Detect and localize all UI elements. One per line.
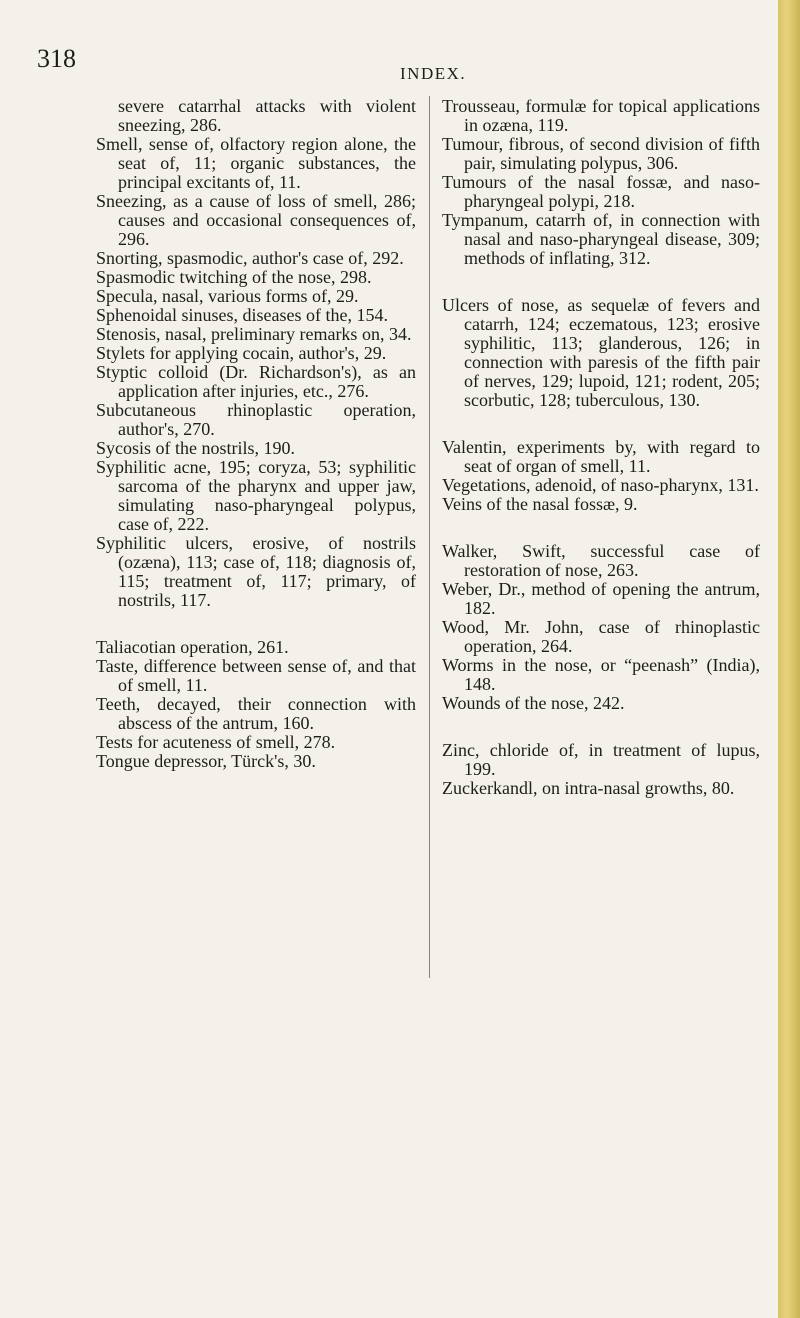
index-entry: Smell, sense of, olfactory region alone, the seat of, 11; organic substances, the principal excitants of, 11.	[96, 134, 416, 192]
index-entry: Snorting, spasmodic, author's case of, 292.	[96, 248, 404, 268]
letter-group-gap	[96, 610, 416, 638]
index-entry: Teeth, decayed, their connection with abscess of the antrum, 160.	[96, 694, 416, 733]
index-entry: Specula, nasal, various forms of, 29.	[96, 286, 359, 306]
index-entry: Styptic colloid (Dr. Richardson's), as an application after injuries, etc., 276.	[96, 362, 416, 401]
index-entry: severe catarrhal attacks with violent sneezing, 286.	[118, 96, 416, 135]
index-entry: Sneezing, as a cause of loss of smell, 286; causes and occasional consequences of, 296.	[96, 191, 416, 249]
index-column-left	[96, 97, 416, 771]
index-entry: Ulcers of nose, as sequelæ of fevers and catarrh, 124; eczematous, 123; erosive syphilitic, 113; glanderous, 126; in connection with paresis of the fifth pair of nerves, 129; lupoid, 121; rodent, 205; scorbutic, 128; tuberculous, 130.	[442, 295, 760, 410]
index-entry: Sycosis of the nostrils, 190.	[96, 438, 296, 458]
index-entry: Syphilitic acne, 195; coryza, 53; syphilitic sarcoma of the pharynx and upper jaw, simulating naso-pharyngeal polypus, case of, 222.	[96, 457, 416, 534]
index-entry: Sphenoidal sinuses, diseases of the, 154.	[96, 305, 388, 325]
index-entry: Tympanum, catarrh of, in connection with nasal and naso-pharyngeal disease, 309; methods of inflating, 312.	[442, 210, 760, 268]
index-column-right	[442, 97, 760, 798]
index-entry: Zinc, chloride of, in treatment of lupus, 199.	[442, 740, 760, 779]
index-entry: Trousseau, formulæ for topical applications in ozæna, 119.	[442, 96, 760, 135]
index-entry: Wood, Mr. John, case of rhinoplastic operation, 264.	[442, 617, 760, 656]
index-entry: Tumour, fibrous, of second division of fifth pair, simulating polypus, 306.	[442, 134, 760, 173]
index-entry: Worms in the nose, or “peenash” (India), 148.	[442, 655, 760, 694]
index-entry: Tumours of the nasal fossæ, and naso-pharyngeal polypi, 218.	[442, 172, 760, 211]
index-entry: Veins of the nasal fossæ, 9.	[442, 494, 638, 514]
index-entry: Wounds of the nose, 242.	[442, 693, 625, 713]
index-entry: Stenosis, nasal, preliminary remarks on, 34.	[96, 324, 412, 344]
index-entry: Valentin, experiments by, with regard to seat of organ of smell, 11.	[442, 437, 760, 476]
index-entry: Taste, difference between sense of, and that of smell, 11.	[96, 656, 416, 695]
letter-group-gap	[442, 268, 760, 296]
index-entry: Tests for acuteness of smell, 278.	[96, 732, 336, 752]
letter-group-gap	[442, 410, 760, 438]
index-entry: Weber, Dr., method of opening the antrum, 182.	[442, 579, 760, 618]
running-head: INDEX.	[400, 64, 467, 83]
letter-group-gap	[442, 713, 760, 741]
letter-group-gap	[442, 514, 760, 542]
index-entry: Subcutaneous rhinoplastic operation, author's, 270.	[96, 400, 416, 439]
page-edge	[778, 0, 800, 1318]
index-entry: Tongue depressor, Türck's, 30.	[96, 751, 316, 771]
index-entry: Vegetations, adenoid, of naso-pharynx, 131.	[442, 475, 759, 495]
index-entry: Walker, Swift, successful case of restoration of nose, 263.	[442, 541, 760, 580]
index-entry: Stylets for applying cocain, author's, 29.	[96, 343, 387, 363]
index-entry: Taliacotian operation, 261.	[96, 637, 289, 657]
index-entry: Zuckerkandl, on intra-nasal growths, 80.	[442, 778, 735, 798]
column-divider	[429, 96, 430, 978]
index-entry: Syphilitic ulcers, erosive, of nostrils (ozæna), 113; case of, 118; diagnosis of, 115; treatment of, 117; primary, of nostrils, 117.	[96, 533, 416, 610]
page-number: 318	[37, 44, 76, 73]
index-entry: Spasmodic twitching of the nose, 298.	[96, 267, 372, 287]
